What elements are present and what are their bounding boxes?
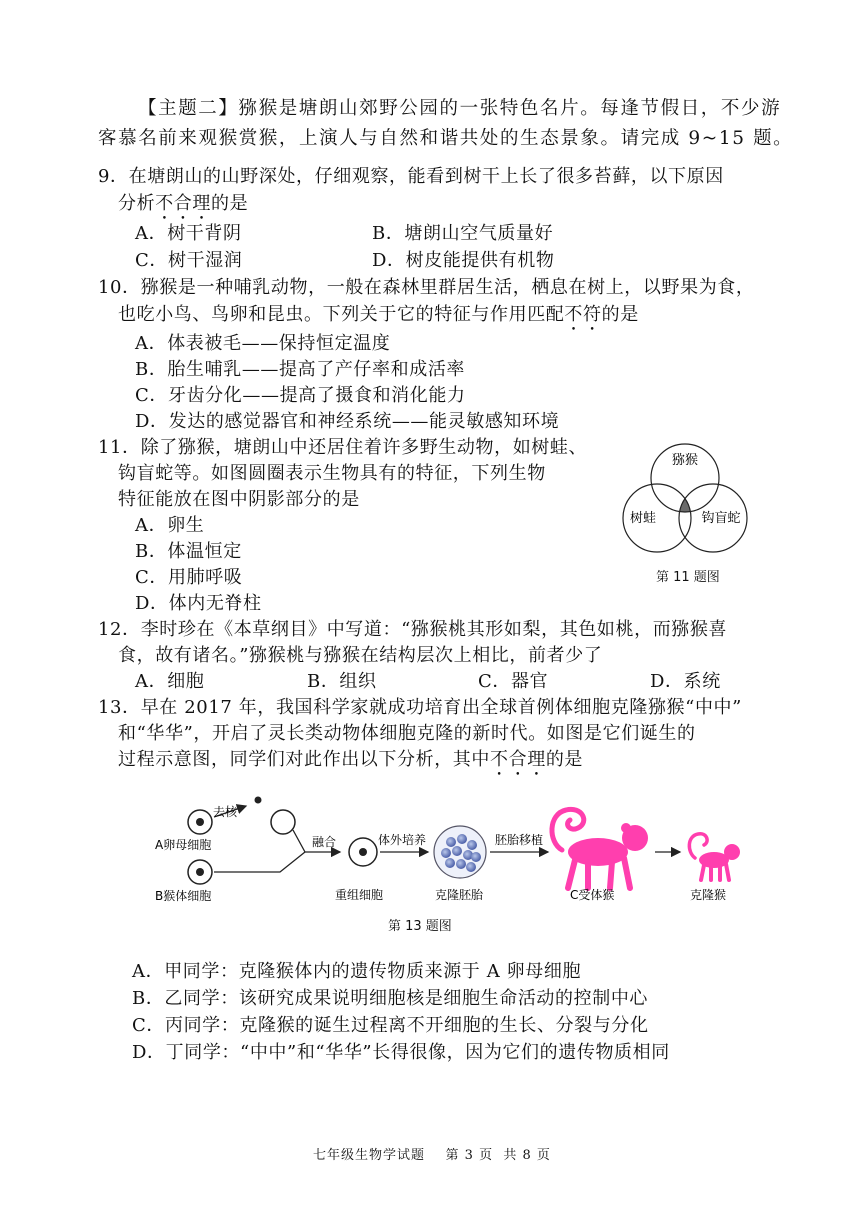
label-surrogate-monkey: C受体猴 xyxy=(570,888,615,902)
q9-stem-line-1: 9．在塘朗山的山野深处，仔细观察，能看到树干上长了很多苔藓，以下原因 xyxy=(98,166,724,187)
q12-stem-line-1: 12．李时珍在《本草纲目》中写道：“猕猴桃其形如梨，其色如桃，而猕猴喜 xyxy=(98,619,728,640)
q9-option-c: C．树干湿润 xyxy=(135,250,243,271)
surrogate-monkey-icon xyxy=(552,809,648,888)
body-cell-icon xyxy=(188,860,212,884)
q9-option-b: B．塘朗山空气质量好 xyxy=(372,223,554,244)
theme-line-2: 客慕名前来观猴赏猴，上演人与自然和谐共处的生态景象。请完成 9~15 题。 xyxy=(98,128,794,149)
q11-option-a: A．卵生 xyxy=(135,515,205,536)
q9-option-a: A．树干背阴 xyxy=(135,223,242,244)
q13-stem-line-3: 过程示意图，同学们对此作出以下分析，其中不合理的是 xyxy=(118,749,584,770)
venn-diagram xyxy=(615,438,755,560)
q11-stem-line-3: 特征能放在图中阴影部分的是 xyxy=(118,489,360,510)
q13-option-b: B．乙同学：该研究成果说明细胞核是细胞生命活动的控制中心 xyxy=(132,988,649,1009)
enucleated-egg-icon xyxy=(271,810,295,834)
q13-stem-line-1: 13．早在 2017 年，我国科学家就成功培育出全球首例体细胞克隆猕猴“中中” xyxy=(98,697,742,718)
venn-label-top: 猕猴 xyxy=(671,453,699,468)
q11-figure-caption: 第 11 题图 xyxy=(656,570,720,585)
label-culture: 体外培养 xyxy=(378,833,427,847)
q13-emphasis: 不合理 xyxy=(490,749,546,770)
q12-option-c: C．器官 xyxy=(478,671,549,692)
label-fuse: 融合 xyxy=(312,835,337,849)
label-cloned-monkey: 克隆猴 xyxy=(690,888,727,902)
q12-option-d: D．系统 xyxy=(650,671,721,692)
q13-figure-caption: 第 13 题图 xyxy=(388,919,452,934)
body-cell-merge-line xyxy=(214,852,305,872)
q10-option-b: B．胎生哺乳——提高了产仔率和成活率 xyxy=(135,359,466,380)
label-body-cell: B猴体细胞 xyxy=(155,889,212,903)
q11-option-d: D．体内无脊柱 xyxy=(135,593,262,614)
label-reconstructed-cell: 重组细胞 xyxy=(335,888,384,902)
q9-emphasis: 不合理 xyxy=(155,193,212,214)
q9-stem-line-2: 分析不合理的是 xyxy=(118,193,249,214)
q12-option-a: A．细胞 xyxy=(135,671,205,692)
cloned-monkey-icon xyxy=(689,834,740,880)
removed-nucleus xyxy=(255,797,262,804)
q11-stem-line-1: 11．除了猕猴，塘朗山中还居住着许多野生动物，如树蛙、 xyxy=(98,437,588,458)
cloned-embryo-icon xyxy=(434,826,486,878)
q9-option-d: D．树皮能提供有机物 xyxy=(372,250,555,271)
q11-option-c: C．用肺呼吸 xyxy=(135,567,243,588)
label-cloned-embryo: 克隆胚胎 xyxy=(435,888,484,902)
q11-stem-line-2: 钩盲蛇等。如图圆圈表示生物具有的特征，下列生物 xyxy=(118,463,546,484)
q13-option-a: A．甲同学：克隆猴体内的遗传物质来源于 A 卵母细胞 xyxy=(132,961,582,982)
q13-option-c: C．丙同学：克隆猴的诞生过程离不开细胞的生长、分裂与分化 xyxy=(132,1015,649,1036)
q10-option-c: C．牙齿分化——提高了摄食和消化能力 xyxy=(135,385,466,406)
q10-option-a: A．体表被毛——保持恒定温度 xyxy=(135,333,391,354)
q13-option-d: D．丁同学：“中中”和“华华”长得很像，因为它们的遗传物质相同 xyxy=(132,1042,670,1063)
q10-stem-line-1: 10．猕猴是一种哺乳动物，一般在森林里群居生活，栖息在树上，以野果为食， xyxy=(98,277,755,298)
q11-option-b: B．体温恒定 xyxy=(135,541,242,562)
theme-line-1: 【主题二】猕猴是塘朗山郊野公园的一张特色名片。每逢节假日，不少游 xyxy=(138,98,782,119)
label-enucleate: 去核 xyxy=(213,805,238,819)
label-egg-cell: A卵母细胞 xyxy=(155,838,212,852)
venn-label-left: 树蛙 xyxy=(629,511,657,526)
q10-stem-line-2: 也吃小鸟、鸟卵和昆虫。下列关于它的特征与作用匹配不符的是 xyxy=(118,304,639,325)
reconstructed-cell-icon xyxy=(349,838,377,866)
egg-cell-icon xyxy=(188,810,212,834)
venn-label-right: 钩盲蛇 xyxy=(701,511,741,526)
q10-option-d: D．发达的感觉器官和神经系统——能灵敏感知环境 xyxy=(135,411,560,432)
q12-stem-line-2: 食，故有诸名。”猕猴桃与猕猴在结构层次上相比，前者少了 xyxy=(118,645,603,666)
label-transfer: 胚胎移植 xyxy=(495,833,544,847)
q12-option-b: B．组织 xyxy=(307,671,377,692)
page-footer: 七年级生物学试题 第 3 页 共 8 页 xyxy=(313,1148,551,1163)
q10-emphasis: 不符 xyxy=(564,304,602,325)
cloning-process-figure xyxy=(150,790,750,910)
q13-stem-line-2: 和“华华”，开启了灵长类动物体细胞克隆的新时代。如图是它们诞生的 xyxy=(118,723,696,744)
